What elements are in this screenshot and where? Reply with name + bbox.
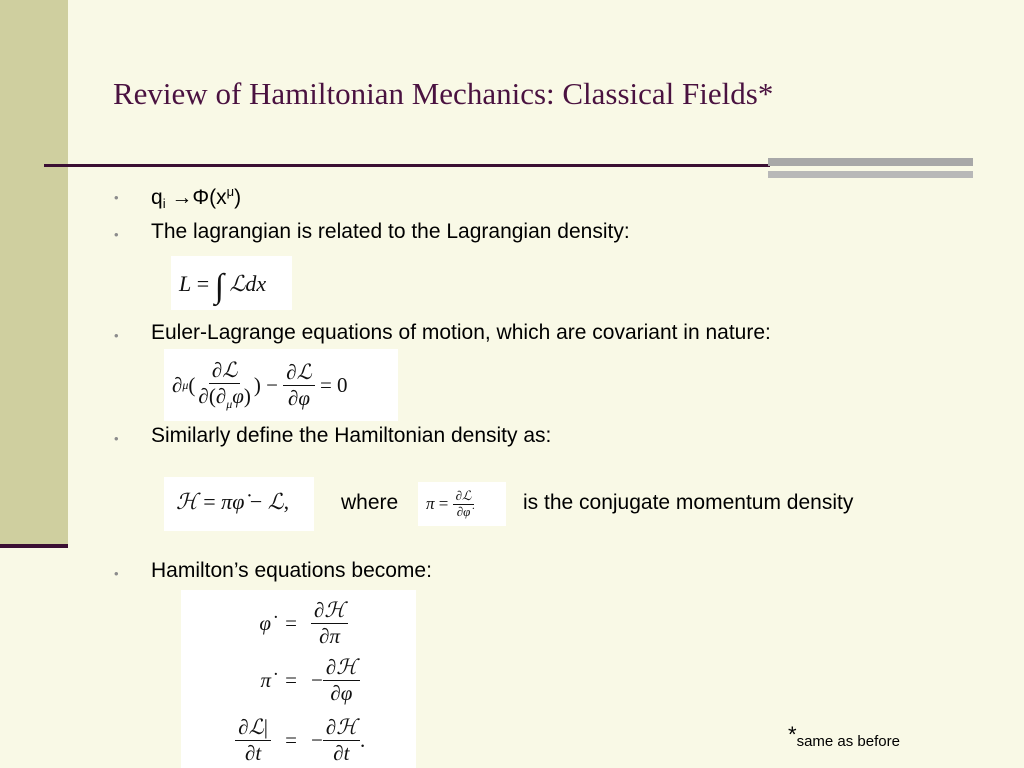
where-label: where [341,491,399,514]
hamilton-eq-phi-dot: φ̇ = $\frac{\text{∂ℋ}}{\partial\pi}$ [181,596,416,650]
bullet-lagrangian-density: The lagrangian is related to the Lagrangian density: [151,220,630,243]
footnote-asterisk: * [788,722,797,747]
bullet-hamiltonian-density: Similarly define the Hamiltonian density as: [151,424,552,447]
hamilton-eq-lagrangian-time: $\frac{\text{∂ℒ|}}{\partial t}$ = − $\frac{\text{∂ℋ}}{\partial t}$ . [181,712,416,768]
equation-euler-lagrange: ∂ μ ( $\frac{\text{∂ℒ}}{\partial(\partial_\mu\varphi)}$ ) − $\frac{\text{∂ℒ}}{\partial\varphi}$ = 0 [164,349,398,421]
left-band-rule [0,544,68,548]
equation-lagrangian-integral: L = ∫ ℒdx [171,256,292,310]
arrow-phi: →Φ(x [165,186,227,209]
left-band-decoration [0,0,68,545]
equation-hamiltonian-density: ℋ = πφ̇ − ℒ, [164,477,314,531]
bullet-marker: • [114,227,119,242]
q-subscript: i [162,196,166,211]
equation-hamilton-system [181,590,416,768]
decor-gray-bar-bottom [768,171,973,178]
close-paren: ) [234,186,242,209]
equation-conjugate-momentum: π = $\frac{\text{∂ℒ}}{\partial\varphi̇}$ [418,482,506,526]
bullet-marker: • [114,190,119,205]
bullet-marker: • [114,566,119,581]
mu-superscript: μ [226,184,235,199]
conjugate-momentum-label: is the conjugate momentum density [523,491,854,514]
slide-title: Review of Hamiltonian Mechanics: Classical Fields* [113,76,774,111]
bullet-euler-lagrange: Euler-Lagrange equations of motion, which are covariant in nature: [151,321,771,344]
bullet-field-substitution [151,184,241,211]
title-underline [44,164,770,167]
bullet-hamilton-equations: Hamilton’s equations become: [151,559,432,582]
decor-gray-bar-top [768,158,973,166]
bullet-marker: • [114,328,119,343]
bullet-marker: • [114,431,119,446]
footnote-text: same as before [796,733,900,750]
q-symbol: q [151,186,163,209]
footnote [788,722,900,750]
hamilton-eq-pi-dot: π̇ = − $\frac{\text{∂ℋ}}{\partial\varphi}$ [181,652,416,708]
